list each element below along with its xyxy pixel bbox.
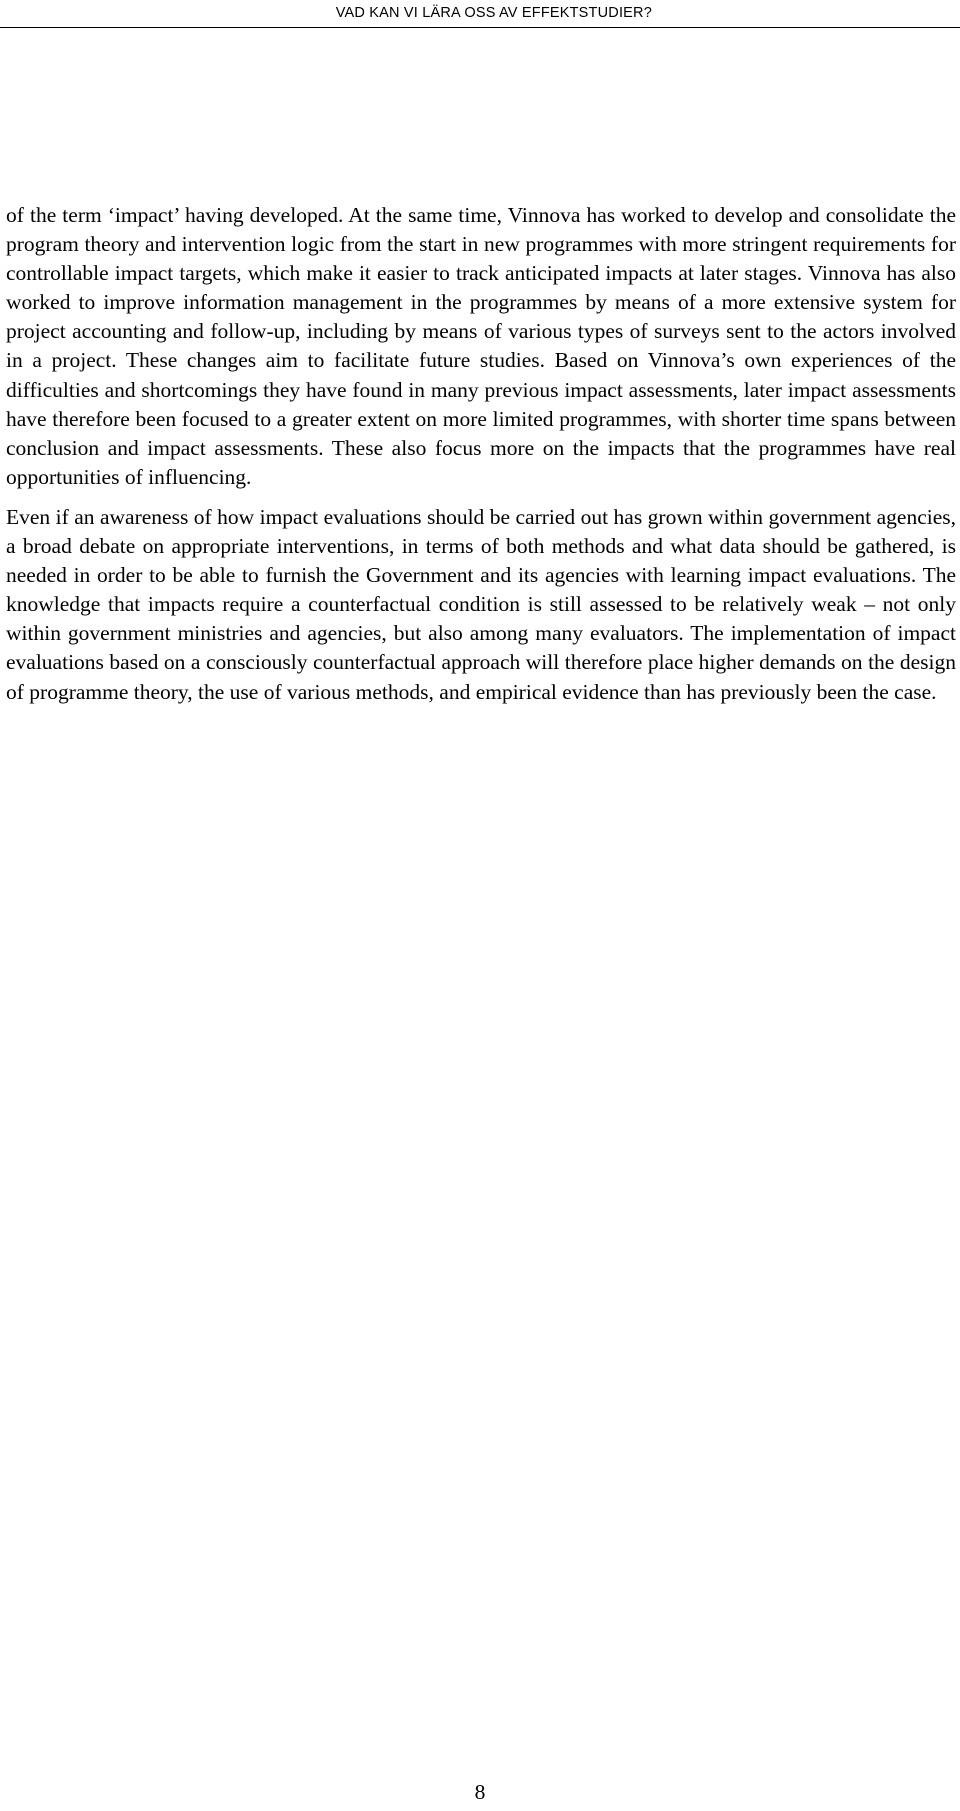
paragraph-1: of the term ‘impact’ having developed. At the same time, Vinnova has worked to develop and consolidate the program theory and intervention logic from the start in new programmes with more stringent requirements for controllable impact targets, which make it easier to track anticipated impacts at later stages. Vinnova has also worked to improve information management in the programmes by means of a more extensive system for project accounting and follow-up, including by means of various types of surveys sent to the actors involved in a project. These changes aim to facilitate future studies. Based on Vinnova’s own experiences of the difficulties and shortcomings they have found in many previous impact assessments, later impact assessments have therefore been focused to a greater extent on more limited programmes, with shorter time spans between conclusion and impact assessments. These also focus more on the impacts that the programmes have real opportunities of influencing. bbox=[6, 203, 956, 489]
running-header: VAD KAN VI LÄRA OSS AV EFFEKTSTUDIER? bbox=[335, 5, 652, 21]
body-text bbox=[6, 201, 956, 707]
page-number: 8 bbox=[474, 1780, 486, 1804]
header-rule bbox=[0, 27, 960, 28]
paragraph-2: Even if an awareness of how impact evaluations should be carried out has grown within government agencies, a broad debate on appropriate interventions, in terms of both methods and what data should be gathered, is needed in order to be able to furnish the Government and its agencies with learning impact evaluations. The knowledge that impacts require a counterfactual condition is still assessed to be relatively weak – not only within government ministries and agencies, but also among many evaluators. The implementation of impact evaluations based on a consciously counterfactual approach will therefore place higher demands on the design of programme theory, the use of various methods, and empirical evidence than has previously been the case. bbox=[6, 504, 956, 704]
